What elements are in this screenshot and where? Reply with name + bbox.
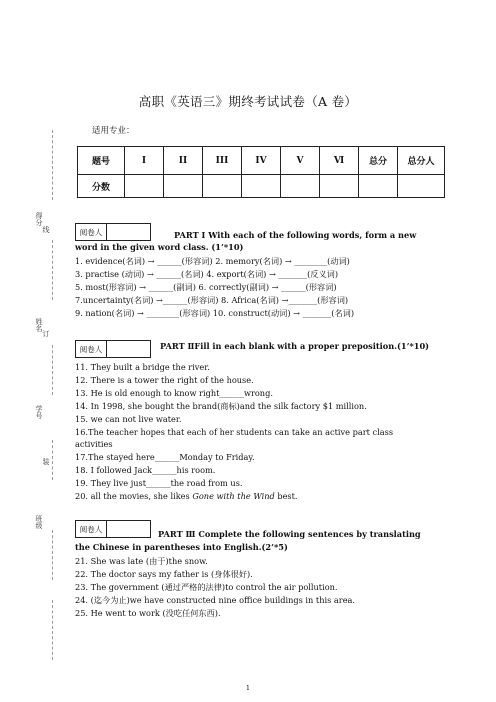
reviewer-signature-field[interactable] [107, 341, 150, 357]
reviewer-label: 阅卷人 [76, 341, 107, 357]
part2-question-line: 11. They built a bridge the river. [75, 362, 210, 372]
score-cell[interactable] [242, 175, 281, 198]
part2-question-line: 12. There is a tower the right of the house. [75, 375, 254, 385]
part3-heading-cont: the Chinese in parentheses into English.(2’*5) [75, 542, 288, 552]
score-cell[interactable] [125, 175, 164, 198]
header-cell: 总分 [359, 147, 398, 175]
part2-question-line: 13. He is old enough to know right______wrong. [75, 388, 273, 398]
movie-title: Gone with the Wind [192, 491, 275, 501]
part3-question-line: 25. He went to work (没吃任何东西). [75, 608, 221, 618]
reviewer-signature-field[interactable] [107, 521, 150, 537]
header-cell: Ⅵ [320, 147, 359, 175]
reviewer-box [75, 223, 151, 241]
binding-line [52, 130, 53, 200]
part1-question-line: 9. nation(名词) → ________(形容词) 10. construct(动词) → _______(名词) [75, 308, 355, 318]
side-label-name: 姓名 [35, 318, 43, 332]
part2-question-line: 19. They live just______the road from us. [75, 478, 243, 488]
reviewer-label: 阅卷人 [76, 521, 107, 537]
score-row-label: 分数 [78, 175, 125, 198]
score-cell[interactable] [164, 175, 203, 198]
part2-question-line: 16.The teacher hopes that each of her students can take an active part class [75, 427, 394, 437]
side-label-class: 班级 [35, 515, 43, 529]
header-cell: I [125, 147, 164, 175]
side-label-line: 线 [42, 226, 50, 233]
header-cell: 总分人 [398, 147, 445, 175]
part1-heading-cont: word in the given word class. (1’*10) [75, 242, 244, 252]
part2-question-line: 17.The stayed here______Monday to Friday. [75, 452, 255, 462]
header-cell: 题号 [78, 147, 125, 175]
reviewer-box [75, 340, 151, 358]
score-table [77, 146, 445, 198]
binding-line [52, 530, 53, 580]
q20-text: 20. all the movies, she likes [75, 491, 193, 501]
binding-line [52, 345, 53, 395]
part2-question-line-cont: activities [75, 439, 113, 449]
part3-question-line: 22. The doctor says my father is (身体很好). [75, 569, 253, 579]
subject-label: 适用专业： [92, 126, 135, 136]
page-title: 高职《英语三》期终考试试卷（A 卷） [138, 94, 358, 109]
score-cell[interactable] [320, 175, 359, 198]
score-table-header-row [78, 147, 445, 175]
part3-question-line: 21. She was late (由于)the snow. [75, 556, 208, 566]
page-number: 1 [245, 684, 251, 692]
side-label-student-id: 学号 [35, 405, 43, 419]
header-cell: V [281, 147, 320, 175]
header-cell: IV [242, 147, 281, 175]
score-cell[interactable] [281, 175, 320, 198]
binding-line [52, 240, 53, 300]
part3-heading: PART Ⅲ Complete the following sentences by translating [158, 529, 421, 539]
part2-heading: PART ⅡFill in each blank with a proper preposition.(1’*10) [160, 341, 430, 351]
reviewer-box [75, 520, 151, 538]
part1-question-line: 1. evidence(名词) → ______(形容词) 2. memory(名词) → ________(动词) [75, 256, 350, 266]
score-cell[interactable] [359, 175, 398, 198]
header-cell: II [164, 147, 203, 175]
part2-question-line: 14. In 1998, she bought the brand(商标)and the silk factory $1 million. [75, 401, 367, 411]
part2-question-line: 18. I followed Jack______his room. [75, 465, 216, 475]
side-label-staple: 订 [42, 330, 50, 337]
score-cell[interactable] [203, 175, 242, 198]
reviewer-label: 阅卷人 [76, 224, 107, 240]
part1-question-line: 3. practise (动词) → ______(名词) 4. export(名词) → _______(反义词) [75, 269, 339, 279]
part1-heading: PART Ⅰ With each of the following words, form a new [174, 230, 417, 240]
binding-line [52, 440, 53, 480]
part3-question-line: 24. (迄今为止)we have constructed nine office buildings in this area. [75, 595, 356, 605]
binding-line [52, 600, 53, 660]
score-table-score-row [78, 175, 445, 198]
part2-question-line [75, 490, 298, 502]
part3-question-line: 23. The government (通过严格的法律)to control the air pollution. [75, 582, 338, 592]
score-cell[interactable] [398, 175, 445, 198]
reviewer-signature-field[interactable] [107, 224, 150, 240]
side-label-bind: 装 [42, 458, 50, 465]
q20-end: best. [274, 491, 298, 501]
header-cell: III [203, 147, 242, 175]
side-label-score: 得分 [35, 212, 43, 226]
part2-question-line: 15. we can not live water. [75, 414, 182, 424]
part1-question-line: 5. most(形容词) → ______(副词) 6. correctly(副词) → ______(形容词) [75, 282, 337, 292]
part1-question-line: 7.uncertainty(名词) →______(形容词) 8. Africa(名词) →_______(形容词) [75, 295, 349, 305]
